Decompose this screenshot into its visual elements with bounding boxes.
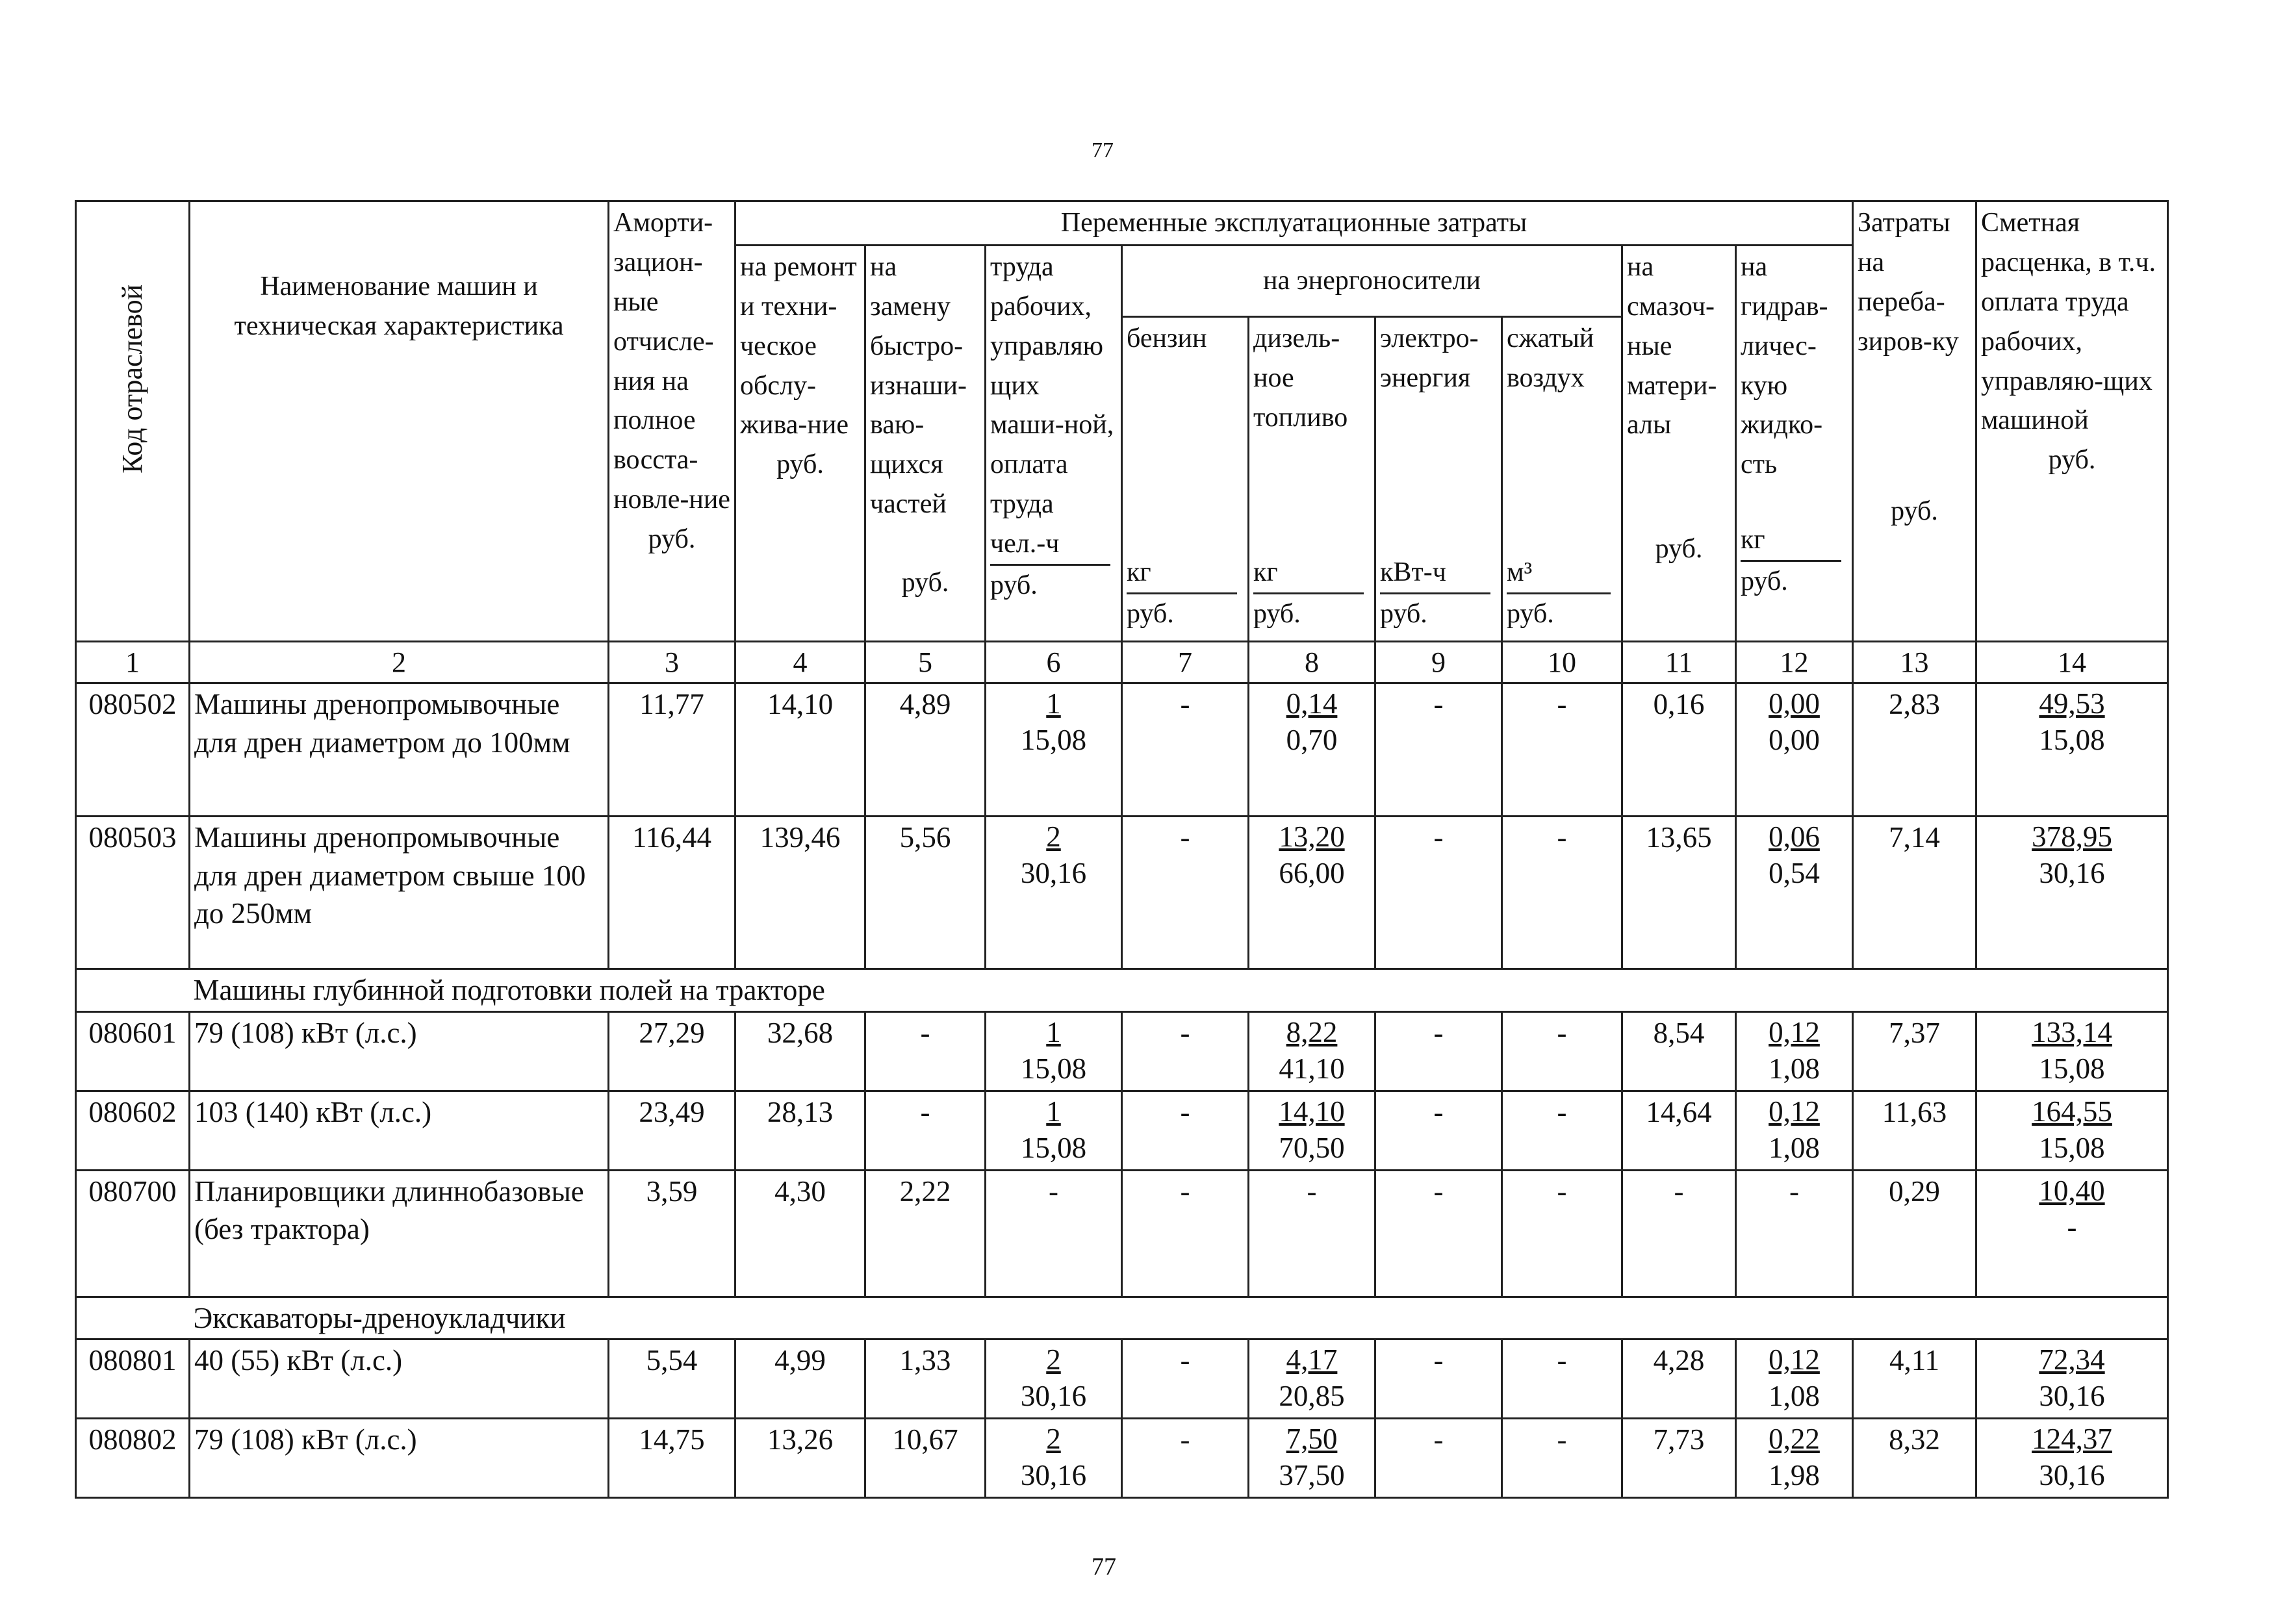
header-repair: на ремонт и техни-ческое обслу-жива-ние руб. bbox=[735, 245, 865, 641]
lubric-cell: 8,54 bbox=[1622, 1011, 1736, 1091]
code-cell: 080700 bbox=[76, 1170, 190, 1297]
amort-cell: 5,54 bbox=[609, 1339, 735, 1419]
table-row bbox=[76, 1091, 2168, 1170]
fraction-value: $\frac{1}{15,08}$ bbox=[1020, 687, 1087, 757]
column-number: 12 bbox=[1736, 641, 1853, 683]
air-cell: - bbox=[1502, 1091, 1622, 1170]
group-code-cell bbox=[76, 1297, 190, 1339]
column-number: 4 bbox=[735, 641, 865, 683]
hydraulic-cell bbox=[1736, 817, 1853, 969]
column-number: 14 bbox=[1976, 641, 2168, 683]
header-replace: на замену быстро-изнаши-ваю-щихся частей руб. bbox=[865, 245, 986, 641]
group-code-cell bbox=[76, 969, 190, 1012]
table-row bbox=[76, 1011, 2168, 1091]
name-cell: 79 (108) кВт (л.с.) bbox=[190, 1419, 609, 1498]
labor-cell bbox=[986, 817, 1122, 969]
labor-cell bbox=[986, 1419, 1122, 1498]
code-cell: 080503 bbox=[76, 817, 190, 969]
group-title: Экскаваторы-дреноукладчики bbox=[190, 1297, 2168, 1339]
header-air: сжатый воздух м³ руб. bbox=[1502, 316, 1622, 641]
diesel-cell bbox=[1249, 683, 1375, 817]
air-cell: - bbox=[1502, 1011, 1622, 1091]
column-number: 13 bbox=[1853, 641, 1976, 683]
header-energy: на энергоносители bbox=[1122, 245, 1622, 316]
electric-cell: - bbox=[1375, 1170, 1502, 1297]
repair-cell: 13,26 bbox=[735, 1419, 865, 1498]
fraction-value: $\frac{0,12}{1,08}$ bbox=[1769, 1343, 1820, 1413]
electric-cell: - bbox=[1375, 1091, 1502, 1170]
name-cell: 103 (140) кВт (л.с.) bbox=[190, 1091, 609, 1170]
estimate-cell bbox=[1976, 683, 2168, 817]
labor-cell bbox=[986, 1011, 1122, 1091]
column-number: 1 bbox=[76, 641, 190, 683]
fraction-value: $\frac{124,37}{30,16}$ bbox=[2032, 1423, 2112, 1492]
fraction-value: $\frac{49,53}{15,08}$ bbox=[2039, 687, 2105, 757]
hydraulic-cell: - bbox=[1736, 1170, 1853, 1297]
group-title: Машины глубинной подготовки полей на тракторе bbox=[190, 969, 2168, 1012]
fraction-value: $\frac{1}{15,08}$ bbox=[1020, 1015, 1087, 1085]
petrol-cell: - bbox=[1122, 1011, 1249, 1091]
fraction-value: $\frac{8,22}{41,10}$ bbox=[1279, 1015, 1345, 1085]
diesel-cell bbox=[1249, 817, 1375, 969]
electric-cell: - bbox=[1375, 1419, 1502, 1498]
repair-cell: 4,99 bbox=[735, 1339, 865, 1419]
repair-cell: 4,30 bbox=[735, 1170, 865, 1297]
fraction-value: $\frac{133,14}{15,08}$ bbox=[2032, 1015, 2112, 1085]
machine-cost-table bbox=[75, 200, 2169, 1499]
lubric-cell: 4,28 bbox=[1622, 1339, 1736, 1419]
code-cell: 080601 bbox=[76, 1011, 190, 1091]
replace-cell: 1,33 bbox=[865, 1339, 986, 1419]
name-cell: Машины дренопромывочные для дрен диаметром до 100мм bbox=[190, 683, 609, 817]
petrol-cell: - bbox=[1122, 683, 1249, 817]
electric-cell: - bbox=[1375, 1011, 1502, 1091]
column-number: 6 bbox=[986, 641, 1122, 683]
amort-cell: 23,49 bbox=[609, 1091, 735, 1170]
group-header-row bbox=[76, 969, 2168, 1012]
electric-cell: - bbox=[1375, 1339, 1502, 1419]
relocation-cell: 4,11 bbox=[1853, 1339, 1976, 1419]
labor-cell bbox=[986, 683, 1122, 817]
electric-cell: - bbox=[1375, 817, 1502, 969]
lubric-cell: 14,64 bbox=[1622, 1091, 1736, 1170]
fraction-value: $\frac{0,22}{1,98}$ bbox=[1769, 1423, 1820, 1492]
code-cell: 080801 bbox=[76, 1339, 190, 1419]
fraction-value: $\frac{0,06}{0,54}$ bbox=[1769, 820, 1820, 890]
page-number-bottom: 77 bbox=[1092, 1553, 1116, 1580]
diesel-cell bbox=[1249, 1419, 1375, 1498]
estimate-cell bbox=[1976, 1011, 2168, 1091]
lubric-cell: 13,65 bbox=[1622, 817, 1736, 969]
hydraulic-cell bbox=[1736, 683, 1853, 817]
relocation-cell: 7,37 bbox=[1853, 1011, 1976, 1091]
amort-cell: 11,77 bbox=[609, 683, 735, 817]
fraction-value: $\frac{378,95}{30,16}$ bbox=[2032, 820, 2112, 890]
replace-cell: 2,22 bbox=[865, 1170, 986, 1297]
air-cell: - bbox=[1502, 817, 1622, 969]
header-relocation: Затраты на переба-зиров-ку руб. bbox=[1853, 201, 1976, 642]
estimate-cell bbox=[1976, 1419, 2168, 1498]
header-hydraulic: на гидрав-личес-кую жидко-сть кг руб. bbox=[1736, 245, 1853, 641]
relocation-cell: 11,63 bbox=[1853, 1091, 1976, 1170]
air-cell: - bbox=[1502, 1419, 1622, 1498]
diesel-cell bbox=[1249, 1011, 1375, 1091]
air-cell: - bbox=[1502, 1339, 1622, 1419]
column-number-row bbox=[76, 641, 2168, 683]
fraction-value: $\frac{14,10}{70,50}$ bbox=[1279, 1095, 1345, 1164]
repair-cell: 14,10 bbox=[735, 683, 865, 817]
header-lubric: на смазоч-ные матери-алы руб. bbox=[1622, 245, 1736, 641]
name-cell: Планировщики длиннобазовые (без трактора) bbox=[190, 1170, 609, 1297]
fraction-value: $\frac{10,40}{-}$ bbox=[2039, 1174, 2105, 1243]
table-row bbox=[76, 1419, 2168, 1498]
header-labor: труда рабочих, управляю щих маши-ной, оплата труда чел.-ч руб. bbox=[986, 245, 1122, 641]
relocation-cell: 2,83 bbox=[1853, 683, 1976, 817]
hydraulic-cell bbox=[1736, 1419, 1853, 1498]
column-number: 7 bbox=[1122, 641, 1249, 683]
header-variable-costs: Переменные эксплуатационные затраты bbox=[735, 201, 1853, 246]
labor-cell bbox=[986, 1091, 1122, 1170]
repair-cell: 28,13 bbox=[735, 1091, 865, 1170]
fraction-value: $\frac{0,14}{0,70}$ bbox=[1286, 687, 1338, 757]
relocation-cell: 8,32 bbox=[1853, 1419, 1976, 1498]
name-cell: 40 (55) кВт (л.с.) bbox=[190, 1339, 609, 1419]
code-cell: 080502 bbox=[76, 683, 190, 817]
header-petrol: бензин кг руб. bbox=[1122, 316, 1249, 641]
petrol-cell: - bbox=[1122, 1091, 1249, 1170]
code-cell: 080602 bbox=[76, 1091, 190, 1170]
group-header-row bbox=[76, 1297, 2168, 1339]
name-cell: 79 (108) кВт (л.с.) bbox=[190, 1011, 609, 1091]
labor-cell: - bbox=[986, 1170, 1122, 1297]
code-cell: 080802 bbox=[76, 1419, 190, 1498]
fraction-value: $\frac{4,17}{20,85}$ bbox=[1279, 1343, 1345, 1413]
diesel-cell: - bbox=[1249, 1170, 1375, 1297]
header-electric: электро-энергия кВт-ч руб. bbox=[1375, 316, 1502, 641]
fraction-value: $\frac{0,00}{0,00}$ bbox=[1769, 687, 1820, 757]
repair-cell: 139,46 bbox=[735, 817, 865, 969]
replace-cell: 4,89 bbox=[865, 683, 986, 817]
estimate-cell bbox=[1976, 817, 2168, 969]
table-row bbox=[76, 683, 2168, 817]
table-row bbox=[76, 817, 2168, 969]
petrol-cell: - bbox=[1122, 1170, 1249, 1297]
fraction-value: $\frac{164,55}{15,08}$ bbox=[2032, 1095, 2112, 1164]
lubric-cell: 7,73 bbox=[1622, 1419, 1736, 1498]
petrol-cell: - bbox=[1122, 1419, 1249, 1498]
replace-cell: 10,67 bbox=[865, 1419, 986, 1498]
column-number: 2 bbox=[190, 641, 609, 683]
column-number: 8 bbox=[1249, 641, 1375, 683]
estimate-cell bbox=[1976, 1091, 2168, 1170]
header-amort: Аморти-зацион-ные отчисле-ния на полное восста-новле-ние руб. bbox=[609, 201, 735, 642]
diesel-cell bbox=[1249, 1091, 1375, 1170]
fraction-value: $\frac{7,50}{37,50}$ bbox=[1279, 1423, 1345, 1492]
air-cell: - bbox=[1502, 1170, 1622, 1297]
header-diesel: дизель-ное топливо кг руб. bbox=[1249, 316, 1375, 641]
amort-cell: 3,59 bbox=[609, 1170, 735, 1297]
amort-cell: 116,44 bbox=[609, 817, 735, 969]
header-code: Код отраслевой bbox=[76, 201, 190, 642]
lubric-cell: 0,16 bbox=[1622, 683, 1736, 817]
estimate-cell bbox=[1976, 1170, 2168, 1297]
header-estimate: Сметная расценка, в т.ч. оплата труда рабочих, управляю-щих машиной руб. bbox=[1976, 201, 2168, 642]
fraction-value: $\frac{2}{30,16}$ bbox=[1020, 1423, 1087, 1492]
repair-cell: 32,68 bbox=[735, 1011, 865, 1091]
table-row bbox=[76, 1170, 2168, 1297]
table-row bbox=[76, 1339, 2168, 1419]
replace-cell: - bbox=[865, 1091, 986, 1170]
petrol-cell: - bbox=[1122, 1339, 1249, 1419]
hydraulic-cell bbox=[1736, 1339, 1853, 1419]
hydraulic-cell bbox=[1736, 1091, 1853, 1170]
relocation-cell: 0,29 bbox=[1853, 1170, 1976, 1297]
diesel-cell bbox=[1249, 1339, 1375, 1419]
amort-cell: 27,29 bbox=[609, 1011, 735, 1091]
header-name: Наименование машин и техническая характеристика bbox=[190, 201, 609, 642]
fraction-value: $\frac{72,34}{30,16}$ bbox=[2039, 1343, 2105, 1413]
fraction-value: $\frac{2}{30,16}$ bbox=[1020, 1343, 1087, 1413]
electric-cell: - bbox=[1375, 683, 1502, 817]
labor-cell bbox=[986, 1339, 1122, 1419]
column-number: 3 bbox=[609, 641, 735, 683]
column-number: 11 bbox=[1622, 641, 1736, 683]
petrol-cell: - bbox=[1122, 817, 1249, 969]
relocation-cell: 7,14 bbox=[1853, 817, 1976, 969]
amort-cell: 14,75 bbox=[609, 1419, 735, 1498]
name-cell: Машины дренопромывочные для дрен диаметром свыше 100 до 250мм bbox=[190, 817, 609, 969]
replace-cell: - bbox=[865, 1011, 986, 1091]
fraction-value: $\frac{1}{15,08}$ bbox=[1020, 1095, 1087, 1164]
fraction-value: $\frac{0,12}{1,08}$ bbox=[1769, 1095, 1820, 1164]
air-cell: - bbox=[1502, 683, 1622, 817]
fraction-value: $\frac{13,20}{66,00}$ bbox=[1279, 820, 1345, 890]
estimate-cell bbox=[1976, 1339, 2168, 1419]
column-number: 5 bbox=[865, 641, 986, 683]
fraction-value: $\frac{0,12}{1,08}$ bbox=[1769, 1015, 1820, 1085]
column-number: 10 bbox=[1502, 641, 1622, 683]
page-number-top: 77 bbox=[1092, 138, 1114, 162]
replace-cell: 5,56 bbox=[865, 817, 986, 969]
lubric-cell: - bbox=[1622, 1170, 1736, 1297]
fraction-value: $\frac{2}{30,16}$ bbox=[1020, 820, 1087, 890]
column-number: 9 bbox=[1375, 641, 1502, 683]
hydraulic-cell bbox=[1736, 1011, 1853, 1091]
